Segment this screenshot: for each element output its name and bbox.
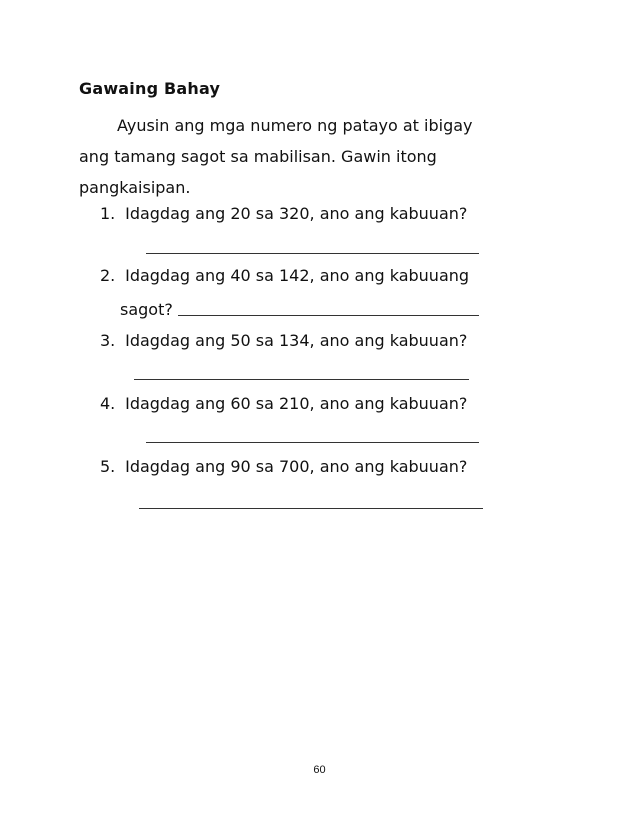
question-continuation-text: sagot?: [120, 300, 173, 319]
question-text: Idagdag ang 60 sa 210, ano ang kabuuan?: [125, 394, 468, 413]
question-item-1: [100, 204, 467, 223]
instructions-line-3: pangkaisipan.: [79, 178, 191, 197]
question-text: Idagdag ang 20 sa 320, ano ang kabuuan?: [125, 204, 468, 223]
question-text: Idagdag ang 50 sa 134, ano ang kabuuan?: [125, 331, 468, 350]
question-text: Idagdag ang 40 sa 142, ano ang kabuuang: [125, 266, 470, 285]
question-text: Idagdag ang 90 sa 700, ano ang kabuuan?: [125, 457, 468, 476]
answer-blank-4[interactable]: [146, 441, 479, 443]
question-number: 2.: [100, 266, 116, 285]
question-item-4: [100, 394, 467, 413]
question-number: 3.: [100, 331, 116, 350]
answer-blank-3[interactable]: [134, 378, 469, 380]
question-number: 5.: [100, 457, 116, 476]
instructions-line-1: Ayusin ang mga numero ng patayo at ibigay: [117, 116, 473, 135]
instructions-line-2: ang tamang sagot sa mabilisan. Gawin itong: [79, 147, 437, 166]
question-item-2-continuation: [120, 300, 173, 319]
question-number: 1.: [100, 204, 116, 223]
answer-blank-2[interactable]: [178, 314, 479, 316]
question-item-2: [100, 266, 469, 285]
instructions-paragraph: [79, 110, 519, 203]
question-item-5: [100, 457, 467, 476]
answer-blank-5[interactable]: [139, 507, 483, 509]
question-item-3: [100, 331, 467, 350]
answer-blank-1[interactable]: [146, 252, 479, 254]
page-number: 60: [313, 764, 326, 776]
question-number: 4.: [100, 394, 116, 413]
page-title: Gawaing Bahay: [79, 79, 221, 98]
